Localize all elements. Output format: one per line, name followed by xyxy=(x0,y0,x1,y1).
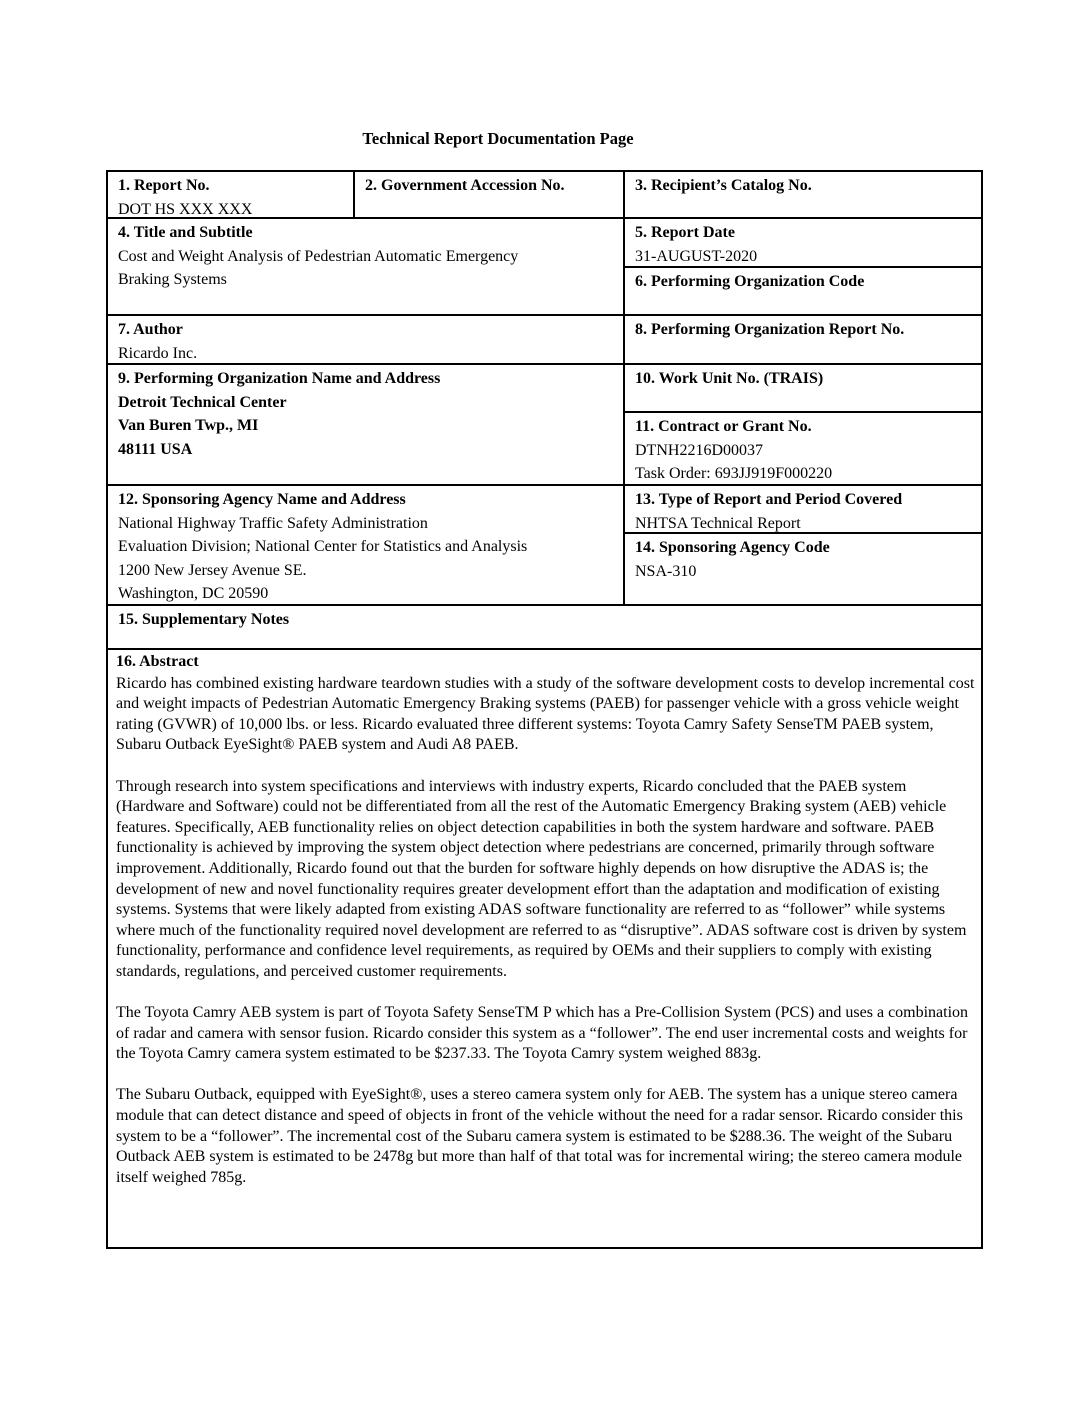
perf-org-name-cell xyxy=(108,365,623,463)
sponsoring-code-value: NSA-310 xyxy=(635,562,697,580)
perf-org-line: Van Buren Twp., MI xyxy=(118,417,259,434)
contract-label: 11. Contract or Grant No. xyxy=(635,418,812,435)
perf-org-code-label: 6. Performing Organization Code xyxy=(635,273,865,290)
abstract-paragraph: The Toyota Camry AEB system is part of Toyota Safety SenseTM P which has a Pre-Collision System (PCS) and uses a combination of radar and camera with sensor fusion. Ricardo consider this system as a “follower”. The end user incremental costs and weights for the Toyota Camry camera system estimated to be $237.33. The Toyota Camry system weighed 883g. xyxy=(116,1004,969,1063)
recipient-catalog-cell xyxy=(625,172,981,200)
perf-org-code-cell xyxy=(625,268,981,296)
sponsoring-agency-label: 12. Sponsoring Agency Name and Address xyxy=(118,491,406,508)
author-cell xyxy=(108,316,623,367)
gov-accession-label: 2. Government Accession No. xyxy=(365,177,565,194)
title-subtitle-cell xyxy=(108,219,623,294)
sponsoring-line: 1200 New Jersey Avenue SE. xyxy=(118,561,307,579)
gov-accession-cell xyxy=(355,172,623,200)
abstract-paragraph: Through research into system specifications and interviews with industry experts, Ricardo concluded that the PAEB system (Hardware and Software) could not be differentiated from all the rest of the Automatic Emergency Braking system (AEB) vehicle features. Specifically, AEB functionality relies on object detection capabilities in both the system hardware and software. PAEB functionality is achieved by improving the system object detection where pedestrians are concerned, primarily through software improvement. Additionally, Ricardo found out that the burden for software highly depends on how disruptive the ADAS is; the development of new and novel functionality requires greater development effort than the adaptation and modification of existing systems. Systems that were likely adapted from existing ADAS software functionality are referred to as “follower” while systems where much of the functionality required novel development are referred to as “disruptive”. ADAS software cost is driven by system functionality, performance and confidence level requirements, as required by OEMs and their suppliers to comply with existing standards, regulations, and perceived customer requirements. xyxy=(116,777,967,980)
perf-org-report-label: 8. Performing Organization Report No. xyxy=(635,321,905,338)
report-no-cell xyxy=(108,172,353,223)
perf-org-line: 48111 USA xyxy=(118,440,193,458)
sponsoring-line: Washington, DC 20590 xyxy=(118,585,269,602)
title-subtitle-label: 4. Title and Subtitle xyxy=(118,224,253,241)
perf-org-report-cell xyxy=(625,316,981,344)
page-title: Technical Report Documentation Page xyxy=(362,129,634,148)
abstract-section xyxy=(116,652,976,1209)
sponsoring-line: National Highway Traffic Safety Administration xyxy=(118,514,428,532)
abstract-paragraph: The Subaru Outback, equipped with EyeSight®, uses a stereo camera system only for AEB. The system has a unique stereo camera module that can detect distance and speed of objects in front of the vehicle without the need for a radar sensor. Ricardo consider this system to be a “follower”. The incremental cost of the Subaru camera system is estimated to be $288.36. The weight of the Subaru Outback AEB system is estimated to be 2478g but more than half of that total was for incremental wiring; the stereo camera module itself weighed 785g. xyxy=(116,1086,963,1186)
documentation-form xyxy=(106,170,983,1249)
report-type-label: 13. Type of Report and Period Covered xyxy=(635,491,903,508)
author-value: Ricardo Inc. xyxy=(118,344,198,362)
sponsoring-agency-cell xyxy=(108,486,623,608)
title-line: Cost and Weight Analysis of Pedestrian Automatic Emergency xyxy=(118,247,519,265)
divider xyxy=(108,648,981,650)
sponsoring-code-label: 14. Sponsoring Agency Code xyxy=(635,539,830,556)
sponsoring-line: Evaluation Division; National Center for Statistics and Analysis xyxy=(118,538,528,555)
abstract-paragraph: Ricardo has combined existing hardware teardown studies with a study of the software development costs to develop incremental cost and weight impacts of Pedestrian Automatic Emergency Braking systems (PAEB) for passenger vehicle with a gross vehicle weight rating (GVWR) of 10,000 lbs. or less. Ricardo evaluated three different systems: Toyota Camry Safety SenseTM PAEB system, Subaru Outback EyeSight® PAEB system and Audi A8 PAEB. xyxy=(116,674,975,754)
report-date-label: 5. Report Date xyxy=(635,224,735,241)
perf-org-name-label: 9. Performing Organization Name and Address xyxy=(118,370,441,387)
abstract-label: 16. Abstract xyxy=(116,653,199,670)
report-no-value: DOT HS XXX XXX xyxy=(118,200,253,218)
author-label: 7. Author xyxy=(118,321,183,338)
report-no-label: 1. Report No. xyxy=(118,177,210,194)
sponsoring-code-cell xyxy=(625,534,981,585)
perf-org-line: Detroit Technical Center xyxy=(118,393,287,411)
work-unit-cell xyxy=(625,365,981,393)
title-line: Braking Systems xyxy=(118,271,227,288)
supplementary-label: 15. Supplementary Notes xyxy=(118,611,290,628)
report-type-cell xyxy=(625,486,981,537)
recipient-catalog-label: 3. Recipient’s Catalog No. xyxy=(635,177,812,194)
contract-line: DTNH2216D00037 xyxy=(635,441,763,459)
report-date-value: 31-AUGUST-2020 xyxy=(635,247,758,265)
work-unit-label: 10. Work Unit No. (TRAIS) xyxy=(635,370,824,387)
contract-line: Task Order: 693JJ919F000220 xyxy=(635,465,833,482)
report-type-value: NHTSA Technical Report xyxy=(635,514,801,532)
contract-cell xyxy=(625,413,981,488)
report-date-cell xyxy=(625,219,981,270)
supplementary-cell xyxy=(108,606,981,634)
